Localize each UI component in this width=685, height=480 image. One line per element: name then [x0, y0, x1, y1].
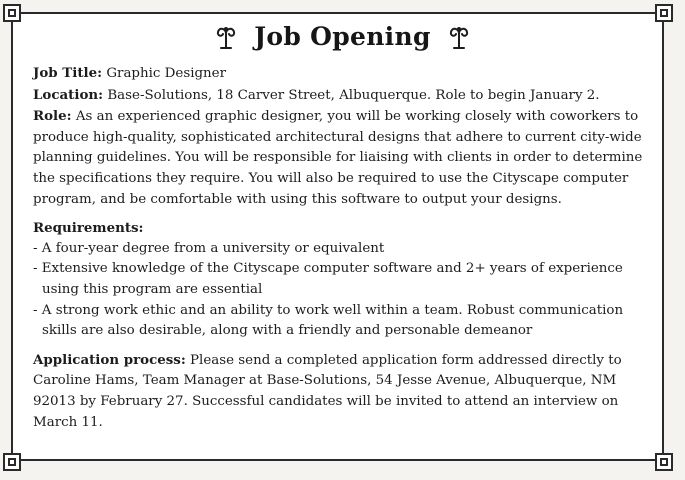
requirements-heading: Requirements:: [33, 220, 144, 237]
location-label: Location:: [33, 86, 104, 103]
corner-ornament-top-right: [655, 4, 673, 22]
application-value: Please send a completed application form addressed directly to Caroline Hams, Team Manager at Base-Solutions, 54 Jesse Avenue, Albuquerque, NM 92013 by February 27. Successful candidates will be invited to attend an interview on March 11.: [33, 352, 622, 430]
role-value: As an experienced graphic designer, you will be working closely with coworkers to produce high-quality, sophisticated architectural designs that adhere to current city-wide planning guidelines. You will be responsible for liaising with clients in order to determine the specifications they require. You will also be required to use the Cityscape computer program, and be comfortable with using this software to output your designs.: [33, 109, 643, 207]
title-row: [0, 22, 685, 58]
corner-ornament-top-left: [3, 4, 21, 22]
list-item: - A four-year degree from a university or equivalent: [33, 240, 385, 256]
job-title-line: [33, 63, 648, 85]
role-label: Role:: [33, 108, 72, 125]
page-title: Job Opening: [254, 22, 431, 51]
location-line: [33, 85, 648, 107]
location-value: Base-Solutions, 18 Carver Street, Albuquerque. Role to begin January 2.: [107, 87, 600, 103]
corner-ornament-bottom-right: [655, 453, 673, 471]
corner-ornament-bottom-left: [3, 453, 21, 471]
requirements-list: [33, 239, 648, 342]
list-item: - Extensive knowledge of the Cityscape computer software and 2+ years of experience using this program are essential: [33, 261, 623, 297]
role-paragraph: [33, 106, 648, 210]
fleuron-right-icon: [446, 24, 472, 50]
application-paragraph: [33, 350, 648, 433]
application-label: Application process:: [33, 351, 186, 368]
posting-body: [33, 63, 648, 433]
list-item: - A strong work ethic and an ability to work well within a team. Robust communication skills are also desirable, along with a friendly and personable demeanor: [33, 302, 624, 339]
fleuron-left-icon: [213, 24, 239, 50]
job-title-value: Graphic Designer: [106, 66, 226, 81]
job-title-label: Job Title:: [33, 65, 103, 81]
